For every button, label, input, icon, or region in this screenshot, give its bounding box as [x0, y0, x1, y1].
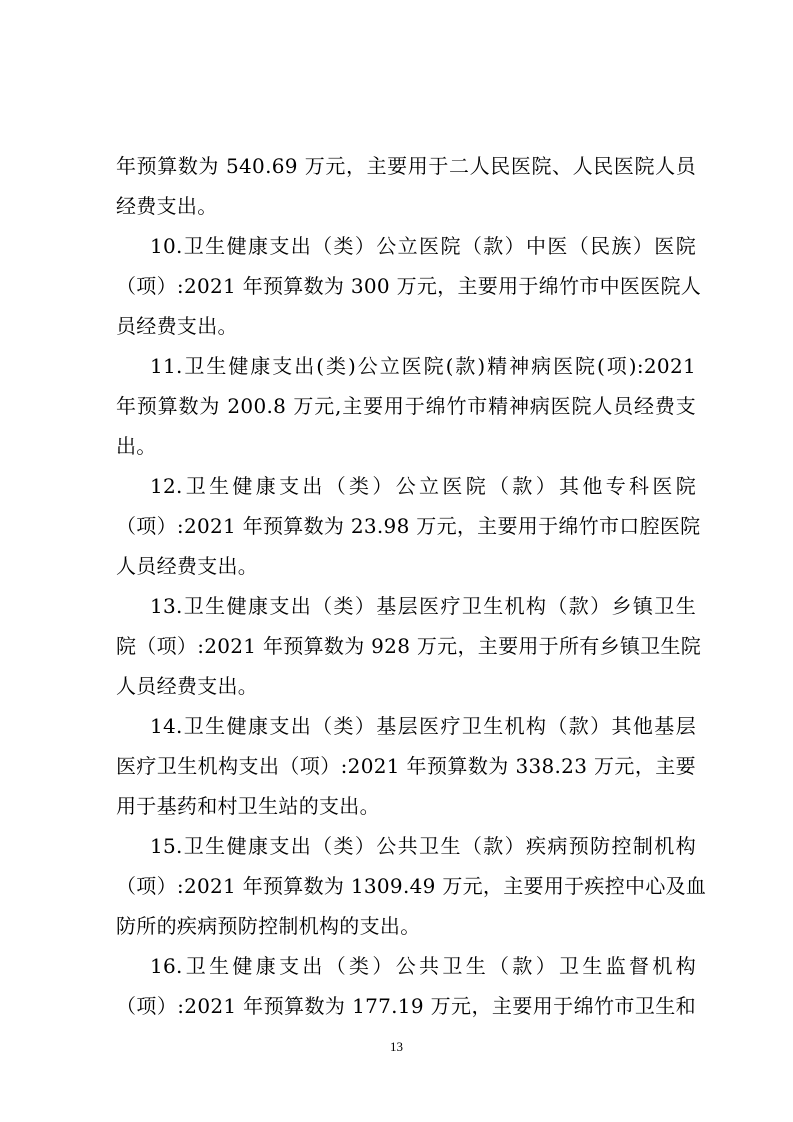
text-line: 年预算数为 540.69 万元，主要用于二人民医院、人民医院人员	[116, 154, 696, 178]
text-line: （项）:2021 年预算数为 300 万元，主要用于绵竹市中医医院人	[116, 274, 702, 298]
item-13-heading: 13.卫生健康支出（类）基层医疗卫生机构（款）乡镇卫生	[150, 594, 696, 618]
text-line: （项）:2021 年预算数为 1309.49 万元，主要用于疾控中心及血	[116, 874, 707, 898]
text-line: 员经费支出。	[116, 314, 238, 338]
item-16-heading: 16.卫生健康支出（类）公共卫生（款）卫生监督机构	[150, 954, 696, 978]
item-15-heading: 15.卫生健康支出（类）公共卫生（款）疾病预防控制机构	[150, 834, 696, 858]
text-line: 用于基药和村卫生站的支出。	[116, 794, 380, 818]
item-14-heading: 14.卫生健康支出（类）基层医疗卫生机构（款）其他基层	[150, 714, 696, 738]
item-12-heading: 12.卫生健康支出（类）公立医院（款）其他专科医院	[150, 474, 696, 498]
text-line: 人员经费支出。	[116, 674, 259, 698]
item-10-heading: 10.卫生健康支出（类）公立医院（款）中医（民族）医院	[150, 234, 696, 258]
text-line: 医疗卫生机构支出（项）:2021 年预算数为 338.23 万元，主要	[116, 754, 696, 778]
page-number: 13	[390, 1039, 403, 1054]
text-line: 出。	[116, 434, 157, 458]
text-line: （项）:2021 年预算数为 177.19 万元，主要用于绵竹市卫生和	[116, 994, 696, 1018]
text-line: 人员经费支出。	[116, 554, 259, 578]
text-line: 经费支出。	[116, 194, 218, 218]
text-line: 防所的疾病预防控制机构的支出。	[116, 914, 421, 938]
item-11-heading: 11.卫生健康支出(类)公立医院(款)精神病医院(项):2021	[150, 354, 696, 378]
text-line: 年预算数为 200.8 万元,主要用于绵竹市精神病医院人员经费支	[116, 394, 696, 418]
text-line: 院（项）:2021 年预算数为 928 万元，主要用于所有乡镇卫生院	[116, 634, 702, 658]
text-line: （项）:2021 年预算数为 23.98 万元，主要用于绵竹市口腔医院	[116, 514, 701, 538]
